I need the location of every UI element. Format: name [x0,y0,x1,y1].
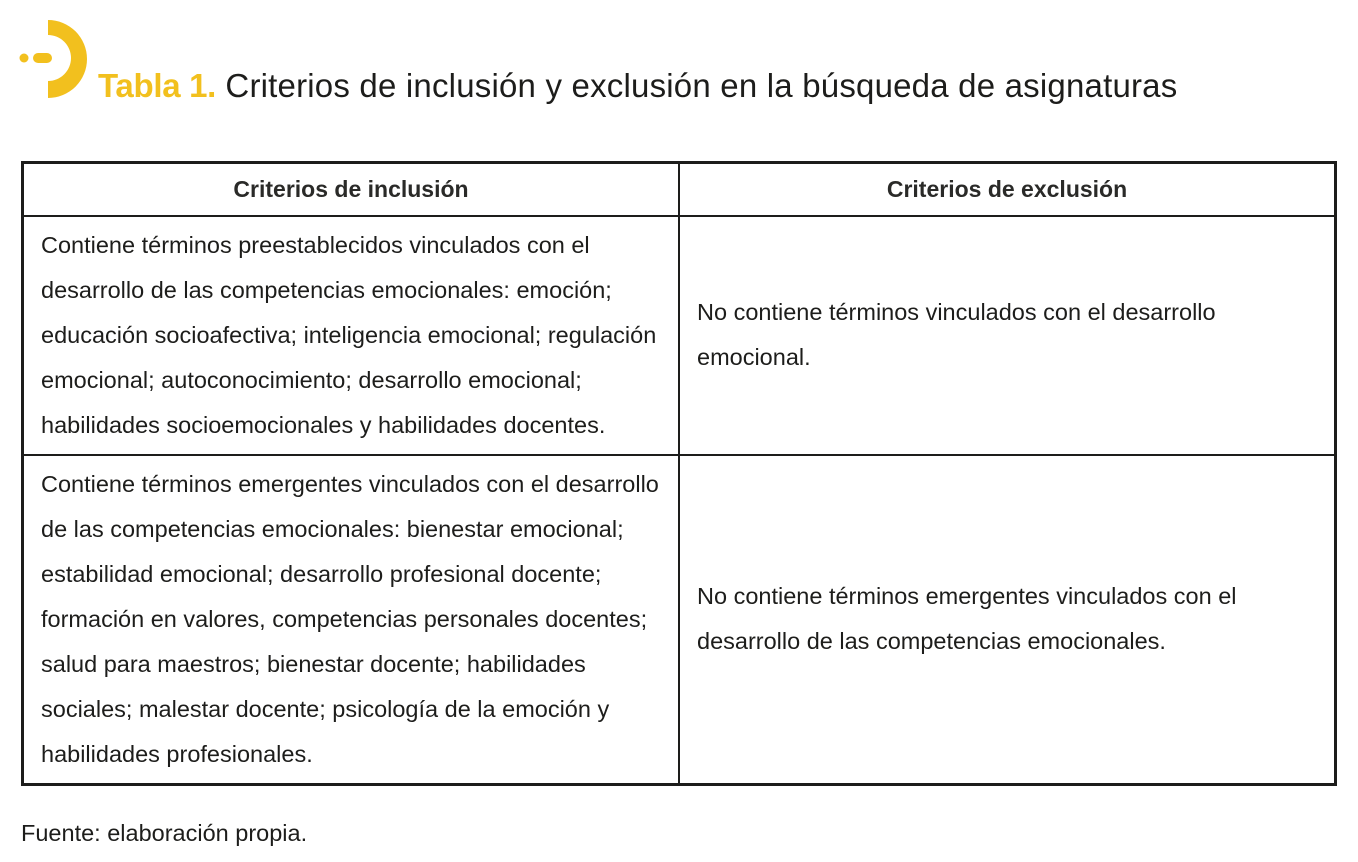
table-caption-title: Criterios de inclusión y exclusión en la búsqueda de asignaturas [225,67,1178,104]
inclusion-cell: Contiene términos preestablecidos vinculados con el desarrollo de las competencias emocionales: emoción; educación socioafectiva; inteligencia emocional; regulación emocional; autoconocimiento; desarrollo emocional; habilidades socioemocionales y habilidades docentes. [23,216,680,455]
table-caption-label: Tabla 1. [98,67,217,104]
table-row [23,455,1336,785]
exclusion-cell: No contiene términos emergentes vinculados con el desarrollo de las competencias emocionales. [679,455,1336,785]
yellow-d-logo-icon [18,18,92,102]
table-header-row [23,163,1336,216]
table-caption [98,64,1177,108]
header-inclusion: Criterios de inclusión [23,163,680,216]
table-row [23,216,1336,455]
inclusion-cell: Contiene términos emergentes vinculados con el desarrollo de las competencias emocionales: bienestar emocional; estabilidad emocional; desarrollo profesional docente; formación en valores, competencias personales docentes; salud para maestros; bienestar docente; habilidades sociales; malestar docente; psicología de la emoción y habilidades profesionales. [23,455,680,785]
source-note: Fuente: elaboración propia. [21,820,308,846]
header-exclusion: Criterios de exclusión [679,163,1336,216]
exclusion-cell: No contiene términos vinculados con el desarrollo emocional. [679,216,1336,455]
criteria-table [21,161,1337,786]
